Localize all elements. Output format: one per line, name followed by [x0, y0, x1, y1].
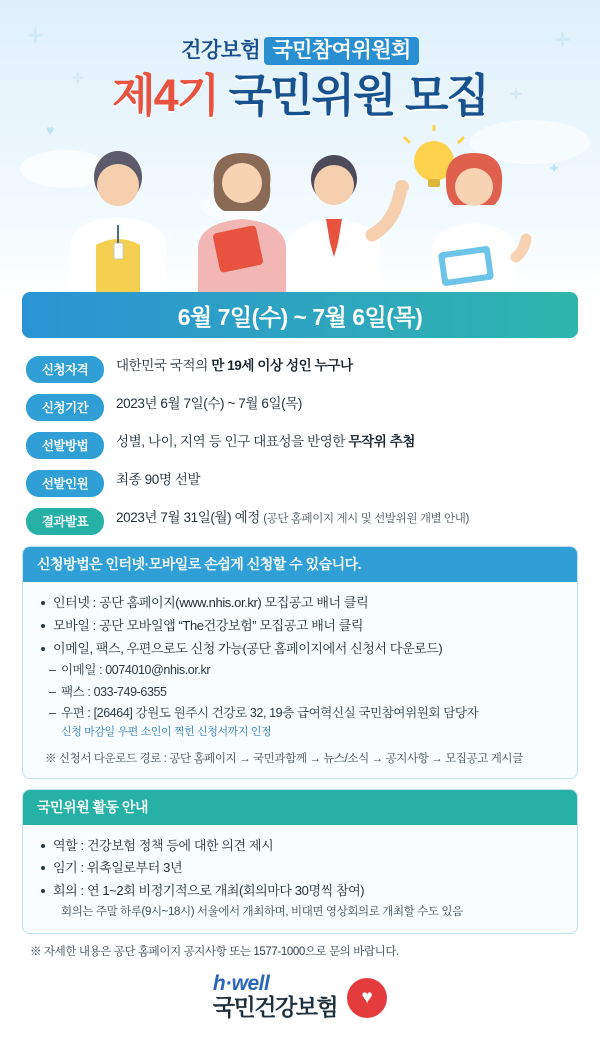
list-item: – 우편 : [26464] 강원도 원주시 건강로 32, 19층 급여혁신실 국민참여위원회 담당자: [49, 703, 561, 724]
organization-logo: [0, 973, 600, 1022]
logo-brand-en: h·well: [212, 972, 270, 996]
logo-text-block: [213, 973, 337, 1022]
info-value-selection-method: [104, 432, 574, 452]
info-value-bold: 만 19세 이상 성인 누구나: [211, 358, 353, 373]
apply-section-body: [23, 582, 577, 778]
info-row: [26, 356, 574, 383]
list-item: 회의 : 연 1~2회 비정기적으로 개최(회의마다 30명씩 참여): [39, 880, 561, 903]
info-value-pre: 성별, 나이, 지역 등 인구 대표성을 반영한: [116, 434, 349, 449]
poster-subtitle-highlight: 국민참여위원회: [264, 37, 419, 65]
plus-decoration-icon: ✛: [72, 70, 84, 86]
plus-decoration-icon: ✛: [510, 86, 522, 102]
sparkle-icon: ♥: [46, 122, 55, 138]
activity-section: [22, 789, 578, 935]
info-value-qualification: [104, 356, 574, 376]
apply-section: [22, 546, 578, 779]
application-period-banner: 6월 7일(수) ~ 7월 6일(목): [22, 292, 578, 338]
activity-section-heading: 국민위원 활동 안내: [23, 790, 577, 825]
info-row: [26, 470, 574, 497]
logo-brand-kr: 국민건강보험: [212, 994, 338, 1021]
info-tag-result-announcement: 결과발표: [26, 508, 104, 535]
meeting-detail-note: 회의는 주말 하루(9시~18시) 서울에서 개최하며, 비대면 영상회의로 개최할 수도 있음: [61, 905, 463, 918]
info-value-period: [104, 394, 574, 414]
info-value-result-announcement: [104, 508, 574, 528]
activity-section-body: [23, 825, 577, 934]
page-title-rest: 국민위원 모집: [228, 70, 488, 121]
page-title: [0, 72, 600, 121]
info-value-selection-count: [104, 470, 574, 490]
info-value-pre: 2023년 6월 7일(수) ~ 7월 6일(목): [116, 396, 302, 411]
info-tag-selection-method: 선발방법: [26, 432, 104, 459]
info-tag-qualification: 신청자격: [26, 356, 104, 383]
download-path-note: ※ 신청서 다운로드 경로 : 공단 홈페이지 → 국민과함께 → 뉴스/소식 → 공지사항 → 모집공고 게시글: [45, 752, 523, 765]
info-value-post: (공단 홈페이지 게시 및 선발위원 개별 안내): [263, 513, 469, 525]
info-value-bold: 무작위 추첨: [348, 434, 415, 449]
apply-section-heading: 신청방법은 인터넷·모바일로 손쉽게 신청할 수 있습니다.: [23, 547, 577, 582]
poster-subtitle-plain: 건강보험: [181, 39, 261, 62]
list-item: 역할 : 건강보험 정책 등에 대한 의견 제시: [39, 835, 561, 858]
list-item: – 팩스 : 033-749-6355: [49, 682, 561, 703]
list-item: 임기 : 위촉일로부터 3년: [39, 857, 561, 880]
mail-postmark-note: 신청 마감일 우편 소인이 찍힌 신청서까지 인정: [61, 726, 272, 738]
info-value-pre: 최종 90명 선발: [116, 472, 201, 487]
info-row: [26, 394, 574, 421]
apply-contact-list: [49, 660, 561, 724]
page-title-accent: 제4기: [112, 70, 219, 121]
info-value-pre: 2023년 7월 31일(월) 예정: [116, 510, 264, 525]
apply-method-list: [39, 592, 561, 660]
list-item: 인터넷 : 공단 홈페이지(www.nhis.or.kr) 모집공고 배너 클릭: [39, 592, 561, 615]
plus-decoration-icon: ✛: [28, 26, 44, 46]
info-value-pre: 대한민국 국적의: [116, 358, 212, 373]
poster-header: [0, 0, 600, 300]
info-tag-period: 신청기간: [26, 394, 104, 421]
heart-icon: ♥: [347, 978, 387, 1018]
list-item: 이메일, 팩스, 우편으로도 신청 가능(공단 홈페이지에서 신청서 다운로드): [39, 638, 561, 661]
info-tag-selection-count: 선발인원: [26, 470, 104, 497]
list-item: 모바일 : 공단 모바일앱 “The건강보험” 모집공고 배너 클릭: [39, 615, 561, 638]
info-row: [26, 432, 574, 459]
activity-list: [39, 835, 561, 903]
sparkle-icon: ✦: [548, 160, 560, 176]
info-row: [26, 508, 574, 535]
contact-footnote: ※ 자세한 내용은 공단 홈페이지 공지사항 또는 1577-1000으로 문의 바랍니다.: [30, 946, 399, 959]
people-illustration: [0, 125, 600, 300]
list-item: – 이메일 : 0074010@nhis.or.kr: [49, 660, 561, 681]
poster-title-block: [0, 34, 600, 121]
info-table: [26, 356, 574, 535]
poster-subtitle: [181, 34, 419, 64]
plus-decoration-icon: ✛: [554, 30, 570, 50]
